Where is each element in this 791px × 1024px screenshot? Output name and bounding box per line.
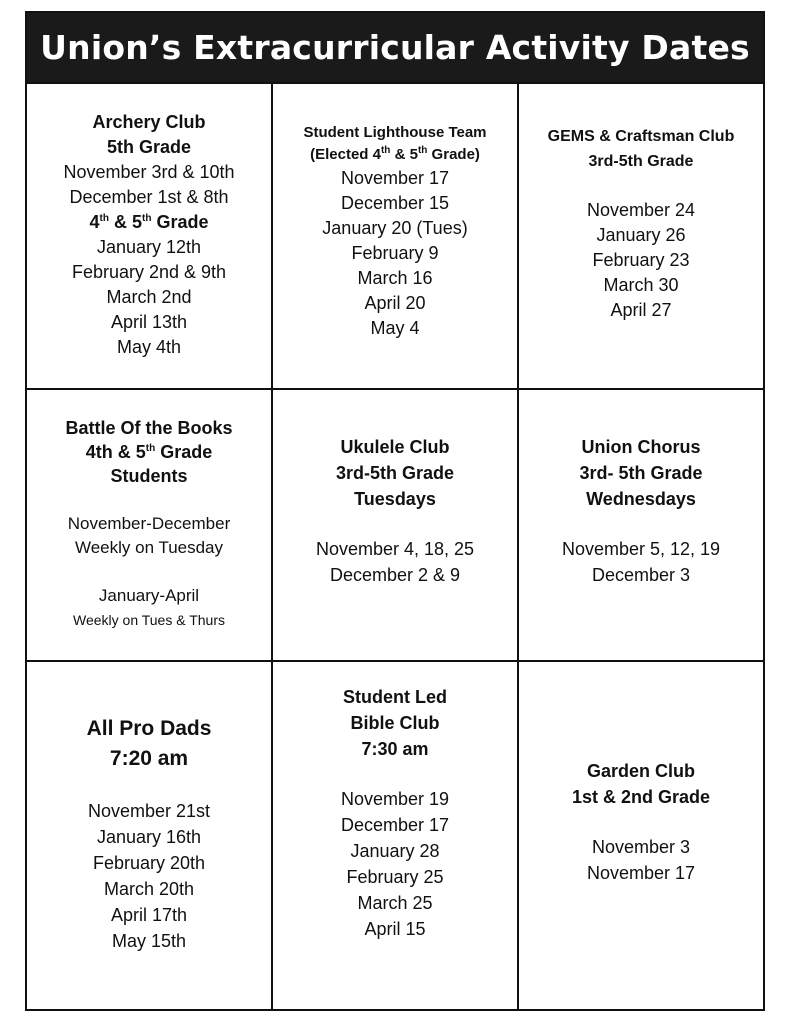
ukulele-date: December 2 & 9	[329, 565, 461, 585]
lighthouse-date: November 17	[340, 168, 450, 188]
battle-grade: 4th & 5th Grade	[85, 442, 213, 462]
archery-date: April 13th	[110, 312, 188, 332]
chorus-date: December 3	[591, 565, 691, 585]
archery-date: January 12th	[96, 237, 202, 257]
gems-date: April 27	[610, 300, 672, 320]
gems-date: March 30	[603, 275, 679, 295]
gems-date: November 24	[586, 200, 696, 220]
battle-period: November-December	[67, 514, 231, 533]
archery-grade-b: 4th & 5th Grade	[89, 212, 209, 232]
activity-sheet	[25, 11, 765, 1011]
lighthouse-date: January 20 (Tues)	[322, 218, 468, 238]
gems-club-cell	[519, 82, 763, 390]
prodads-time: 7:20 am	[109, 747, 189, 770]
gems-date: February 23	[592, 250, 690, 270]
bible-date: December 17	[340, 815, 450, 835]
battle-audience: Students	[110, 466, 188, 486]
garden-date: November 17	[586, 863, 696, 883]
bible-club-cell	[273, 662, 519, 1009]
archery-date: February 2nd & 9th	[71, 262, 227, 282]
bible-time: 7:30 am	[361, 739, 429, 759]
garden-club-cell	[519, 662, 763, 1009]
prodads-date: April 17th	[110, 905, 188, 925]
chorus-grade: 3rd- 5th Grade	[579, 463, 703, 483]
lighthouse-date: February 9	[351, 243, 439, 263]
gems-date: January 26	[596, 225, 686, 245]
archery-club-cell	[27, 82, 273, 390]
activity-grid	[27, 82, 763, 1009]
ukulele-title: Ukulele Club	[340, 437, 450, 457]
ukulele-club-cell	[273, 390, 519, 662]
archery-club-title: Archery Club	[92, 112, 206, 132]
union-chorus-cell	[519, 390, 763, 662]
prodads-date: March 20th	[103, 879, 195, 899]
ukulele-date: November 4, 18, 25	[315, 539, 475, 559]
lighthouse-title: Student Lighthouse Team	[303, 124, 487, 141]
bible-date: April 15	[364, 919, 426, 939]
archery-date: March 2nd	[106, 287, 192, 307]
gems-title: GEMS & Craftsman Club	[547, 128, 735, 145]
bible-title: Bible Club	[350, 713, 440, 733]
archery-date: May 4th	[116, 337, 182, 357]
battle-books-cell	[27, 390, 273, 662]
garden-title: Garden Club	[586, 761, 695, 781]
bible-date: March 25	[357, 893, 433, 913]
bible-title: Student Led	[343, 687, 447, 707]
prodads-title: All Pro Dads	[86, 717, 212, 740]
lighthouse-eligibility: (Elected 4th & 5th Grade)	[310, 145, 480, 163]
lighthouse-date: May 4	[370, 318, 420, 338]
bible-date: February 25	[346, 867, 444, 887]
gems-grade: 3rd-5th Grade	[588, 153, 694, 170]
lighthouse-date: April 20	[364, 293, 426, 313]
chorus-day: Wednesdays	[586, 489, 696, 509]
battle-period: January-April	[98, 586, 200, 605]
prodads-date: January 16th	[96, 827, 202, 847]
garden-grade: 1st & 2nd Grade	[571, 787, 711, 807]
chorus-title: Union Chorus	[581, 437, 701, 457]
bible-date: November 19	[340, 789, 450, 809]
lighthouse-date: December 15	[340, 193, 450, 213]
all-pro-dads-cell	[27, 662, 273, 1009]
prodads-date: May 15th	[111, 931, 187, 951]
ukulele-grade: 3rd-5th Grade	[335, 463, 455, 483]
archery-date: November 3rd & 10th	[63, 162, 235, 182]
battle-period-detail: Weekly on Tuesday	[74, 538, 224, 557]
prodads-date: February 20th	[92, 853, 206, 873]
archery-date: December 1st & 8th	[69, 187, 229, 207]
archery-grade-a: 5th Grade	[106, 137, 192, 157]
battle-period-detail: Weekly on Tues & Thurs	[73, 612, 225, 628]
bible-date: January 28	[350, 841, 440, 861]
lighthouse-date: March 16	[357, 268, 433, 288]
battle-title: Battle Of the Books	[65, 418, 233, 438]
ukulele-day: Tuesdays	[354, 489, 436, 509]
lighthouse-team-cell	[273, 82, 519, 390]
garden-date: November 3	[591, 837, 691, 857]
page-title: Union’s Extracurricular Activity Dates	[40, 28, 750, 67]
chorus-date: November 5, 12, 19	[561, 539, 721, 559]
title-banner	[27, 13, 763, 84]
prodads-date: November 21st	[87, 801, 211, 821]
